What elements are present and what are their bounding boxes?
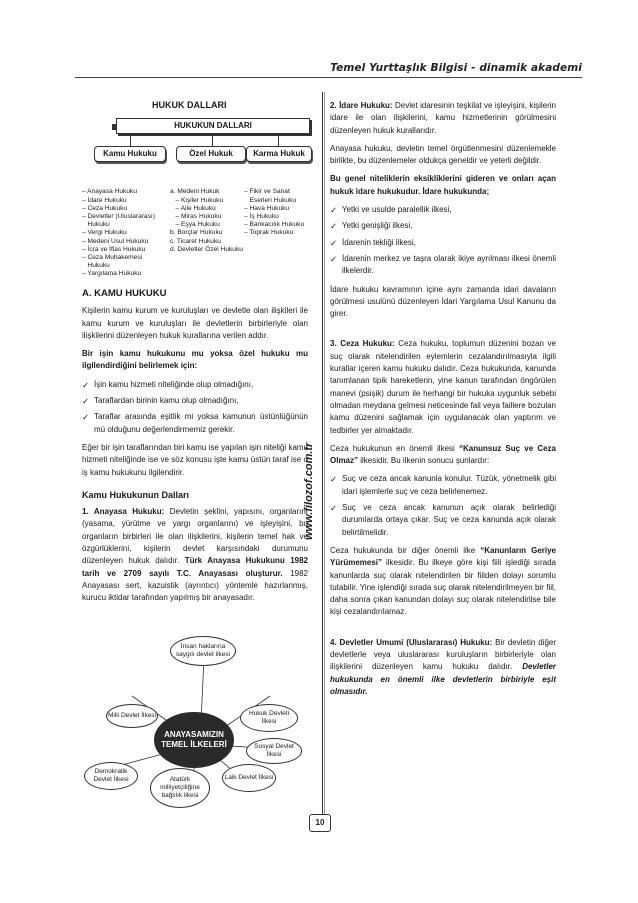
check-icon: ✓ (330, 237, 338, 248)
list-item: ✓ Taraflar arasında eşitlik mi yoksa kamunun üstünlüğünün mü olduğunu değerlendirmemiz gerekir. (82, 412, 308, 434)
left-column (82, 288, 308, 611)
ozel-list: a. Medeni Hukuk – Kişiler Hukuku – Aile Hukuku – Miras Hukuku – Eşya Hukuku b. Borçlar Hukuku c. Ticaret Hukuku d. Devletler Özel Hukuku (170, 188, 243, 253)
connector (130, 134, 131, 146)
principle-node: Sosyal Devlet İlkesi (246, 738, 302, 764)
paragraph-bold: Bir işin kamu hukukunu mu yoksa özel hukuku mu ilgilendirdiğini belirlemek için: (82, 349, 308, 371)
section-title: A. KAMU HUKUKU (82, 288, 167, 299)
paragraph: Anayasa hukuku, devletin temel örgütlenmesini düzenlemekle birlikte, bu düzenlemeler oldukça geneldir ve yeterli değildir. (330, 143, 556, 166)
check-icon: ✓ (330, 253, 338, 264)
principle-node: Atatürk milliyetçiliğine bağlılık ilkesi (150, 768, 210, 808)
branch-kamu: Kamu Hukuku (94, 146, 166, 162)
branch-karma: Karma Hukuk (246, 146, 312, 162)
bullet-list (82, 379, 308, 436)
list-item: ✓ İdarenin merkez ve taşra olarak ikiye ayrılması ilkesi önemli ilkelerdir. (330, 253, 556, 276)
principle-node: İnsan haklarına saygılı devlet ilkesi (170, 636, 236, 666)
paragraph: 3. Ceza Hukuku: Ceza hukuku, toplumun düzenini bozan ve suç olarak nitelendirilen eylemlerin cezalandırılmasıyla ilgili kurallar içeren kamu hukuku dalıdır. Ceza hukukunda, kanunda tanımlanan tipik hareketlerin, yine kanun tarafından öngörülen manevi (psişik) durum ile herhangi bir hukuka uygunluk sebebi olmadan meydana gelmesi neticesinde fail veya faillere bozulan kamu düzenini sağlamak için uygulanacak olan yaptırım ve tedbirler yer almaktadır. (330, 339, 556, 435)
check-icon: ✓ (330, 503, 338, 514)
connector (278, 134, 279, 146)
check-icon: ✓ (82, 379, 90, 390)
principles-center: ANAYASAMIZIN TEMEL İLKELERİ (154, 712, 234, 768)
column-divider (322, 92, 323, 822)
page-number: 10 (309, 814, 331, 832)
check-icon: ✓ (82, 412, 90, 423)
diagram-title: HUKUK DALLARI (152, 100, 227, 110)
principle-node: Laik Devlet İlkesi (222, 764, 276, 792)
list-item: ✓ Suç ve ceza ancak kanunun açık olarak belirlediği durumlarda ortaya çıkar. Suç ve ceza kanunda açık olarak belirtilmelidir. (330, 503, 556, 537)
paragraph: 2. İdare Hukuku: Devlet idaresinin teşkilat ve işleyişini, kişilerin idare ile olan ilişkilerini, kamu hizmetlerinin görülmesini düzenleyen hukuk kurallarıdır. (330, 101, 556, 135)
paragraph: İdare hukuku kavramının içine aynı zamanda idari davaların görülmesi usulünü düzenleyen İdari Yargılama Usul Kanunu da girer. (330, 284, 556, 319)
list-item: ✓ Yetki ve usulde paralellik ilkesi, (330, 205, 452, 216)
check-icon: ✓ (330, 221, 338, 232)
karma-list: – Fikir ve Sanat Eserleri Hukuku – Hava Hukuku – İş Hukuku – Bankacılık Hukuku – Toprak Hukuku (244, 188, 305, 237)
list-item: ✓ Suç ve ceza ancak kanunla konulur. Tüzük, yönetmelik gibi idari işlemlerle suç ve ceza belirlenemez. (330, 474, 556, 496)
site-watermark: www.filozof.com.tr (303, 442, 315, 540)
list-item: ✓ İdarenin tekliği ilkesi, (330, 237, 416, 248)
connector (212, 134, 213, 146)
header-rule (75, 77, 582, 78)
principle-node: Milli Devlet İlkesi (106, 704, 158, 728)
branch-ozel: Özel Hukuk (176, 146, 246, 162)
kamu-list: – Anayasa Hukuku – İdare Hukuku – Ceza Hukuku – Devletler (Uluslararası) Hukuku – Vergi Hukuku – Medeni Usul Hukuku – İcra ve İflas Hukuku – Ceza Muhakemesi Hukuku – Yargılama Hukuku (82, 188, 155, 278)
subsection-title: Kamu Hukukunun Dalları (82, 489, 190, 500)
principle-node: Hukuk Devleti İlkesi (240, 704, 298, 732)
list-item: ✓ İşin kamu hizmeti niteliğinde olup olmadığını, (82, 379, 254, 390)
paragraph: Eğer bir işin taraflarından biri kamu ise yapılan işin niteliği kamu hizmeti niteliğinde ise ve söz konusu işte kamu üstün taraf ise o iş kamu hukukunu ilgilendirir. (82, 442, 308, 477)
running-header: Temel Yurttaşlık Bilgisi - dinamik akademi (330, 62, 582, 74)
paragraph-bold: Bu genel niteliklerin eksikliklerini gideren ve onları açan hukuk idare hukukudur. İdare hukukunda; (330, 174, 556, 196)
list-item: ✓ Yetki genişliği ilkesi, (330, 221, 413, 232)
paragraph: Ceza hukukunun en önemli ilkesi “Kanunsuz Suç ve Ceza Olmaz” ilkesidir. Bu ilkenin sonucu şunlardır: (330, 443, 556, 466)
column-divider-shadow (324, 92, 325, 822)
bullet-list (330, 473, 556, 538)
check-icon: ✓ (330, 474, 338, 485)
check-icon: ✓ (82, 396, 90, 407)
paragraph: Ceza hukukunda bir diğer önemli ilke “Kanunların Geriye Yürümemesi” ilkesidir. Bu ilkeye göre kişi fiili işlediği sırada kanunlarda suç olarak nitelendirilen bir fiilden dolayı sorumlu tutabilir. Yine işlendiği sırada suç olarak nitelendirilmeyen bir fiil, daha sonra çıkan kanundan dolayı suç olarak nitelendirilse bile kişi cezalandırılamaz. (330, 545, 557, 617)
paragraph: 1. Anayasa Hukuku: Devletin şeklini, yapısını, organlarını (yasama, yürütme ve yargı organlarını) ve işleyişini, bu organların birbirleri ile olan ilişkilerini, kişilerin temel hak ve özgürlüklerini, kişilerin devlet karşısındaki durumunu düzenleyen hukuk dalıdır. Türk Anayasa Hukukunu 1982 tarih ve 2709 sayılı T.C. Anayasası oluşturur. 1982 Anayasası sert, kazuistik (ayrıntıcı) yöntemle hazırlanmış, kurucu iktidar tarafından yapılmış bir anayasadır. (82, 507, 309, 603)
paragraph: Kişilerin kamu kurum ve kuruluşları ve devletle olan ilişkileri ile kamu kurum ve kuruluşları ile devletlerin birbirleriyle olan ilişkilerini düzenleyen hukuk kurallarına verilen addır. (82, 306, 308, 340)
diagram-bar: HUKUKUN DALLARI (116, 118, 310, 134)
right-column (330, 100, 556, 704)
paragraph: 4. Devletler Umumi (Uluslararası) Hukuku: Bir devletin diğer devletlerle veya uluslararası kuruluşların birbirleriyle olan ilişkilerini düzenleyen kamu hukuku dalıdır. Devletler hukukunda en önemli ilke devletlerin birbiriyle eşit olmasıdır. (330, 637, 557, 696)
list-item: ✓ Taraflardan birinin kamu olup olmadığını, (82, 396, 239, 407)
check-icon: ✓ (330, 205, 338, 216)
principle-node: Demokratik Devlet İlkesi (84, 762, 138, 790)
bullet-list (330, 204, 556, 277)
